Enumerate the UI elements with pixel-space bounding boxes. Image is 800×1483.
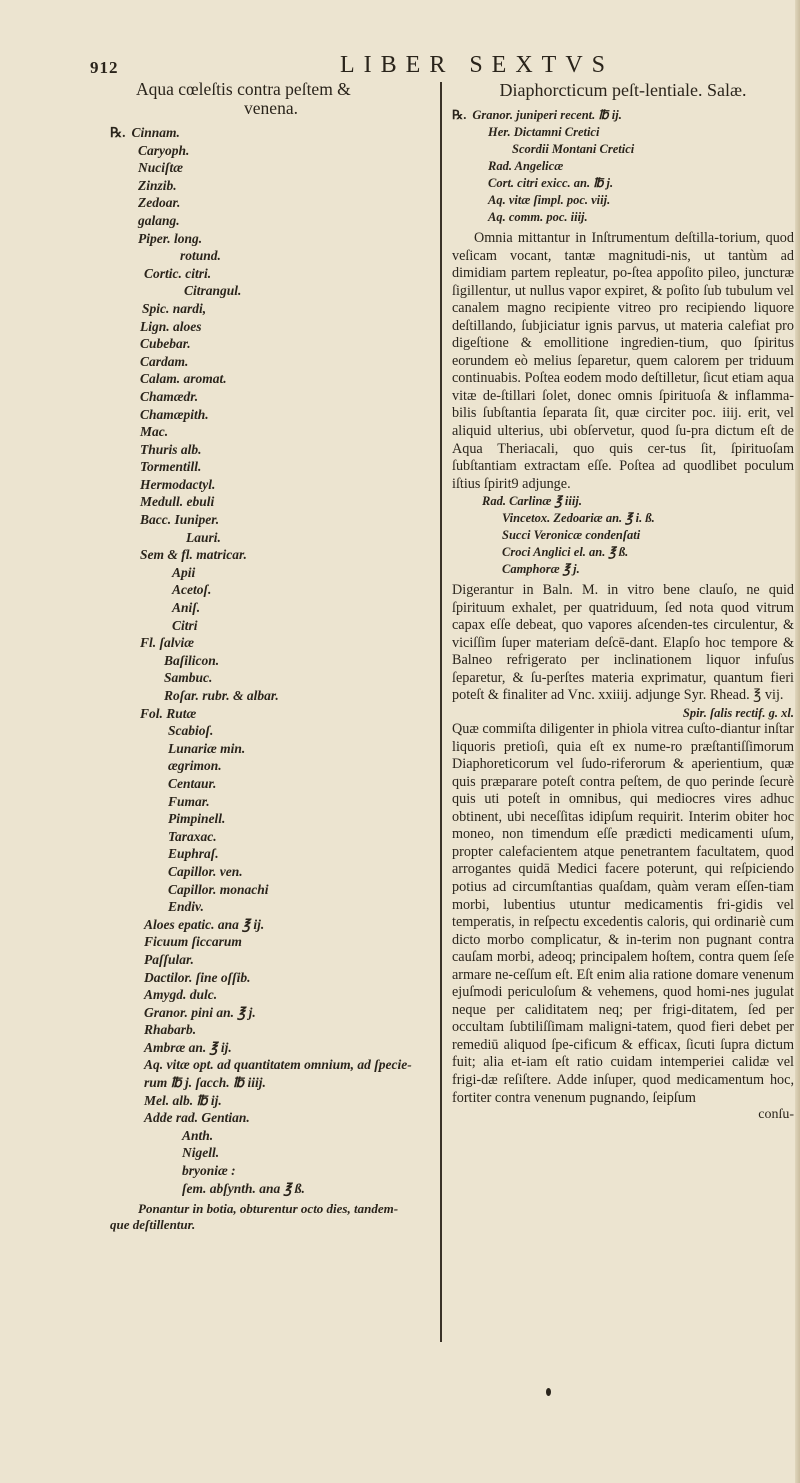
ingredient-text: Caryoph. bbox=[138, 142, 190, 158]
ingredient-line bbox=[110, 370, 432, 388]
ingredient-text: Rad. Carlinæ ℥ iiij. bbox=[482, 494, 582, 509]
catchword: conſu- bbox=[758, 1107, 794, 1123]
ingredient-text: Medull. ebuli bbox=[140, 494, 215, 510]
ingredient-line bbox=[110, 529, 432, 547]
ingredient-text: ſem. abſynth. ana ℥ ß. bbox=[182, 1180, 305, 1196]
ingredient-line bbox=[110, 1039, 432, 1057]
right-column bbox=[452, 80, 794, 1123]
ingredient-text: Chamædr. bbox=[140, 388, 199, 404]
ingredient-line bbox=[110, 1180, 432, 1198]
ingredient-text: Amygd. dulc. bbox=[144, 987, 218, 1003]
ingredient-line bbox=[110, 705, 432, 723]
ingredient-text: Sambuc. bbox=[164, 670, 213, 686]
ingredient-line bbox=[110, 335, 432, 353]
ingredient-text: Chamæpith. bbox=[140, 406, 209, 422]
spir-salis-line: Spir. ſalis rectif. g. xl. bbox=[682, 706, 794, 721]
page-header bbox=[0, 52, 800, 82]
ingredient-text: Anth. bbox=[182, 1127, 214, 1143]
ingredient-text: galang. bbox=[138, 212, 180, 228]
ingredient-line bbox=[110, 687, 432, 705]
ingredient-text: Rhabarb. bbox=[144, 1022, 197, 1038]
ingredient-line bbox=[110, 775, 432, 793]
ingredient-text: Calam. aromat. bbox=[140, 371, 227, 387]
ingredient-text: Lunariæ min. bbox=[168, 740, 246, 756]
ingredient-text: Apii bbox=[172, 564, 196, 580]
ingredient-line bbox=[110, 969, 432, 987]
right-recipe-1-list bbox=[452, 107, 794, 226]
ingredient-line bbox=[110, 1144, 432, 1162]
right-recipe-title: Diaphorcticum peſt-lentiale. Salæ. bbox=[499, 80, 747, 100]
ingredient-line bbox=[110, 564, 432, 582]
ingredient-line bbox=[452, 107, 794, 124]
ingredient-text: Cubebar. bbox=[140, 336, 191, 352]
running-title: LIBER SEXTVS bbox=[340, 52, 615, 78]
ingredient-text: Aq. vitæ ſimpl. poc. viij. bbox=[488, 193, 611, 207]
ingredient-line bbox=[110, 916, 432, 934]
ingredient-line bbox=[452, 561, 794, 578]
ingredient-text: Sem & fl. matricar. bbox=[140, 547, 247, 563]
left-ingredient-list bbox=[110, 124, 432, 1197]
ingredient-text: Aq. comm. poc. iiij. bbox=[488, 210, 588, 224]
ingredient-line bbox=[110, 986, 432, 1004]
ingredient-text: Capillor. monachi bbox=[168, 881, 269, 897]
ingredient-text: Pimpinell. bbox=[168, 811, 226, 827]
ingredient-text: Nuciſtæ bbox=[138, 160, 183, 176]
ingredient-line bbox=[110, 652, 432, 670]
ingredient-text: Fl. ſalviæ bbox=[140, 635, 194, 651]
ingredient-text: rotund. bbox=[180, 248, 221, 264]
ingredient-line bbox=[110, 423, 432, 441]
ingredient-text: ægrimon. bbox=[168, 758, 222, 774]
ingredient-text: Citri bbox=[172, 617, 198, 633]
ingredient-line bbox=[452, 124, 794, 141]
ingredient-line bbox=[110, 898, 432, 916]
ingredient-text: Cortic. citri. bbox=[144, 265, 212, 281]
ingredient-text: Scabioſ. bbox=[168, 723, 214, 739]
ingredient-text: Lauri. bbox=[186, 529, 221, 545]
ingredient-text: Cort. citri exicc. an. ℔ j. bbox=[488, 176, 614, 190]
ingredient-text: Endiv. bbox=[168, 899, 204, 915]
closing-line-2: que deſtillentur. bbox=[110, 1217, 196, 1233]
ingredient-text: Zinzib. bbox=[138, 177, 177, 193]
ingredient-text: Acetoſ. bbox=[172, 582, 212, 598]
ingredient-line bbox=[110, 159, 432, 177]
ingredient-line bbox=[110, 230, 432, 248]
right-recipe-2-list bbox=[452, 493, 794, 578]
ingredient-text: Fol. Rutæ bbox=[140, 705, 197, 721]
ingredient-text: Rad. Angelicæ bbox=[488, 159, 564, 173]
right-paragraph-1: Omnia mittantur in Inſtrumentum deſtilla-torium, quod veſicam vocant, tantæ magnitudi-nis, ut tantùm ad dimidiam partem repleatur, po-ſtea appoſito pileo, juncturæ ſigillentur, ut nullus vapor expiret, & poſito ſub tubulum vel canalem magno recipiente vitreo pro recipiendo liquore deſtillando, ſubjiciatur ignis parvus, ut materia calefiat pro digeſtione & emollitione ingredien-tium, quo ſpiritus eorundem eò melius ſeparetur, quem calorem per triduum continuabis. Poſtea eodem modo deſtilletur, ſicut etiam aqua vitæ de-ſtillari ſolet, donec omnis ſpirituoſa & inflamma-bilis ſubſtantia ſeparata ſit, quæ circiter poc. iiij. erit, vel aliquid ulterius, ubi obſervetur, quod ſu-pra dictum eſt de Aqua Theriacali, quo quis cer-tus ſit, ſpirituoſam ſubſtantiam extractam eſſe. Poſtea ad quodlibet poculum iſtius ſpirit9 adjunge. bbox=[452, 230, 794, 492]
ingredient-text: Euphraſ. bbox=[168, 846, 219, 862]
ingredient-text: Zedoar. bbox=[138, 195, 181, 211]
right-paragraph-2: Digerantur in Baln. M. in vitro bene clauſo, ne quid ſpirituum exhalet, per quatriduum, ſed nota quod vitrum capax eſſe debeat, quo vapores aſcenden-tes circulentur, & viciſſim ſuper materiam deſcē-dant. Elapſo hoc tempore & Balneo refrigerato per inclinationem liquor infuſus ſeparetur, & ſu-perſtes materia exprimatur, quantum fieri poteſt & finaliter ad Vnc. xxiiij. adjunge Syr. Rhead. ℥ vij. bbox=[452, 582, 794, 704]
left-title-line-1: Aqua cœleſtis contra peſtem & bbox=[136, 79, 351, 99]
ingredient-text: Ambræ an. ℥ ij. bbox=[144, 1039, 232, 1055]
column-divider bbox=[440, 82, 442, 1342]
ingredient-text: Centaur. bbox=[168, 775, 217, 791]
ingredient-line bbox=[110, 476, 432, 494]
ingredient-text: Scordii Montani Cretici bbox=[512, 142, 635, 156]
ingredient-line bbox=[110, 757, 432, 775]
ingredient-line bbox=[110, 265, 432, 283]
ingredient-line bbox=[452, 544, 794, 561]
ink-spot bbox=[546, 1388, 551, 1396]
ingredient-line bbox=[110, 1021, 432, 1039]
ingredient-text: Croci Anglici el. an. ℥ ß. bbox=[502, 545, 629, 560]
ingredient-line bbox=[110, 142, 432, 160]
ingredient-line bbox=[110, 863, 432, 881]
ingredient-line bbox=[452, 493, 794, 510]
ingredient-text: Mel. alb. ℔ ij. bbox=[144, 1092, 222, 1108]
ingredient-line bbox=[110, 177, 432, 195]
ingredient-line bbox=[110, 722, 432, 740]
ingredient-text: Adde rad. Gentian. bbox=[144, 1110, 250, 1126]
ingredient-line bbox=[110, 845, 432, 863]
ingredient-text: Dactilor. ſine oſſib. bbox=[144, 969, 251, 985]
ingredient-line bbox=[452, 209, 794, 226]
ingredient-text: Paſſular. bbox=[144, 951, 194, 967]
ingredient-line bbox=[110, 1162, 432, 1180]
left-closing-instruction bbox=[110, 1201, 432, 1233]
ingredient-text: Cinnam. bbox=[131, 125, 180, 140]
ingredient-line bbox=[110, 881, 432, 899]
ingredient-line bbox=[110, 669, 432, 687]
ingredient-text: Capillor. ven. bbox=[168, 863, 243, 879]
ingredient-line bbox=[110, 493, 432, 511]
ingredient-text: Aniſ. bbox=[172, 600, 201, 616]
ingredient-text: Taraxac. bbox=[168, 828, 217, 844]
ingredient-text: Aq. vitæ opt. ad quantitatem omnium, ad ſpecie- bbox=[144, 1057, 412, 1073]
ingredient-line bbox=[110, 406, 432, 424]
recipe-symbol-icon: ℞. bbox=[110, 125, 126, 140]
ingredient-line bbox=[110, 1109, 432, 1127]
ingredient-line bbox=[452, 175, 794, 192]
ingredient-line bbox=[110, 599, 432, 617]
ingredient-text: Bacc. Iuniper. bbox=[140, 512, 220, 528]
ingredient-line bbox=[110, 933, 432, 951]
ingredient-line bbox=[110, 388, 432, 406]
ingredient-line bbox=[110, 581, 432, 599]
ingredient-line bbox=[110, 1092, 432, 1110]
left-title-line-2: venena. bbox=[244, 98, 298, 118]
ingredient-line bbox=[110, 1074, 432, 1092]
ingredient-line bbox=[452, 158, 794, 175]
left-column bbox=[110, 80, 432, 1233]
ingredient-line bbox=[452, 141, 794, 158]
ingredient-text: Lign. aloes bbox=[140, 318, 202, 334]
ingredient-text: Fumar. bbox=[168, 793, 210, 809]
ingredient-line bbox=[110, 617, 432, 635]
ingredient-text: Succi Veronicæ condenſati bbox=[502, 528, 641, 543]
ingredient-text: Vincetox. Zedoariæ an. ℥ i. ß. bbox=[502, 511, 655, 526]
ingredient-text: Spic. nardi, bbox=[142, 300, 207, 316]
ingredient-line bbox=[110, 247, 432, 265]
ingredient-line bbox=[110, 282, 432, 300]
ingredient-text: Baſilicon. bbox=[164, 652, 220, 668]
ingredient-line bbox=[110, 212, 432, 230]
ingredient-text: Camphoræ ℥ j. bbox=[502, 562, 580, 577]
ingredient-line bbox=[110, 634, 432, 652]
ingredient-line bbox=[110, 828, 432, 846]
ingredient-text: Tormentill. bbox=[140, 459, 202, 475]
ingredient-line bbox=[110, 793, 432, 811]
ingredient-line bbox=[110, 511, 432, 529]
ingredient-text: Cardam. bbox=[140, 353, 189, 369]
ingredient-text: Aloes epatic. ana ℥ ij. bbox=[144, 916, 265, 932]
right-paragraph-3: Quæ commiſta diligenter in phiola vitrea cuſto-diantur inſtar liquoris pretioſi, quia eſt ex nume-ro præſtantiſſimorum Diaphoreticorum vel ſudo-riferorum & aperientium, quæ quis præparare poteſt contra peſtem, de quo perinde ſecurè quis uti poteſt in omnibus, qui mediocres vires adhuc obtinent, ubi neceſſitas idipſum requirit. Interim obiter hoc moneo, non timendum eſſe prædicti medicamenti uſum, propter calefacientem atque penetrantem facultatem, quod arrogantes quidā Medici facere poterunt, qui reſpiciendo potius ad circumſtantias quaſdam, quàm veram eſſen-tiam morbi, lubentius utuntur medicamentis fri-gidis vel temperatis, in reſpectu excedentis caloris, qui ordinariè cum dicto morbo complicatur, & in-terim non pugnant contra cauſam morbi, adeoq; principalem hoſtem, contra quem ſeſe armare ne-ceſſum eſt. Eſt enim alia ratione domare venenum ejuſmodi periculoſum & vehemens, quod homi-nes jugulat neque per caliditatem neq; per frigi-ditatem, ſed per occultam ſubtiliſſimam maligni-tatem, quod fieri debet per remediū aliquod ſpe-cificum & efficax, ſicuti ſupra dictum fuit; alia et-iam eſt ratio cuidam intemperiei calidæ vel frigi-dæ reſiſtere. Adde inſuper, quod medicamentum hoc, fortiter contra venenum pugnando, ſeipſum bbox=[452, 721, 794, 1106]
ingredient-line bbox=[110, 194, 432, 212]
ingredient-line bbox=[110, 1004, 432, 1022]
ingredient-line bbox=[110, 441, 432, 459]
ingredient-line bbox=[110, 300, 432, 318]
ingredient-text: Piper. long. bbox=[138, 230, 203, 246]
ingredient-line bbox=[110, 458, 432, 476]
ingredient-text: Her. Dictamni Cretici bbox=[488, 125, 600, 139]
ingredient-text: Mac. bbox=[140, 424, 169, 440]
ingredient-text: bryoniæ : bbox=[182, 1163, 236, 1179]
ingredient-line bbox=[110, 1056, 432, 1074]
page-edge bbox=[795, 0, 800, 1483]
ingredient-text: Ficuum ſiccarum bbox=[144, 934, 242, 950]
page-number: 912 bbox=[90, 58, 119, 77]
ingredient-text: Granor. pini an. ℥ j. bbox=[144, 1004, 256, 1020]
recipe-symbol-icon: ℞. bbox=[452, 108, 467, 122]
ingredient-line bbox=[452, 510, 794, 527]
ingredient-text: Thuris alb. bbox=[140, 441, 202, 457]
closing-line-1: Ponantur in botia, obturentur octo dies, tandem- bbox=[138, 1201, 399, 1217]
ingredient-line bbox=[452, 527, 794, 544]
ingredient-text: Granor. juniperi recent. ℔ ij. bbox=[472, 108, 622, 122]
ingredient-text: Roſar. rubr. & albar. bbox=[164, 688, 279, 703]
ingredient-line bbox=[110, 951, 432, 969]
left-recipe-title bbox=[110, 80, 432, 118]
ingredient-line bbox=[110, 124, 432, 142]
ingredient-line bbox=[110, 810, 432, 828]
ingredient-text: Nigell. bbox=[182, 1145, 220, 1161]
ingredient-text: rum ℔ j. ſacch. ℔ iiij. bbox=[144, 1075, 266, 1091]
ingredient-line bbox=[110, 353, 432, 371]
ingredient-line bbox=[110, 318, 432, 336]
ingredient-line bbox=[110, 546, 432, 564]
ingredient-line bbox=[110, 1127, 432, 1145]
ingredient-line bbox=[110, 740, 432, 758]
ingredient-text: Citrangul. bbox=[184, 283, 242, 299]
ingredient-text: Hermodactyl. bbox=[140, 476, 216, 492]
ingredient-line bbox=[452, 192, 794, 209]
